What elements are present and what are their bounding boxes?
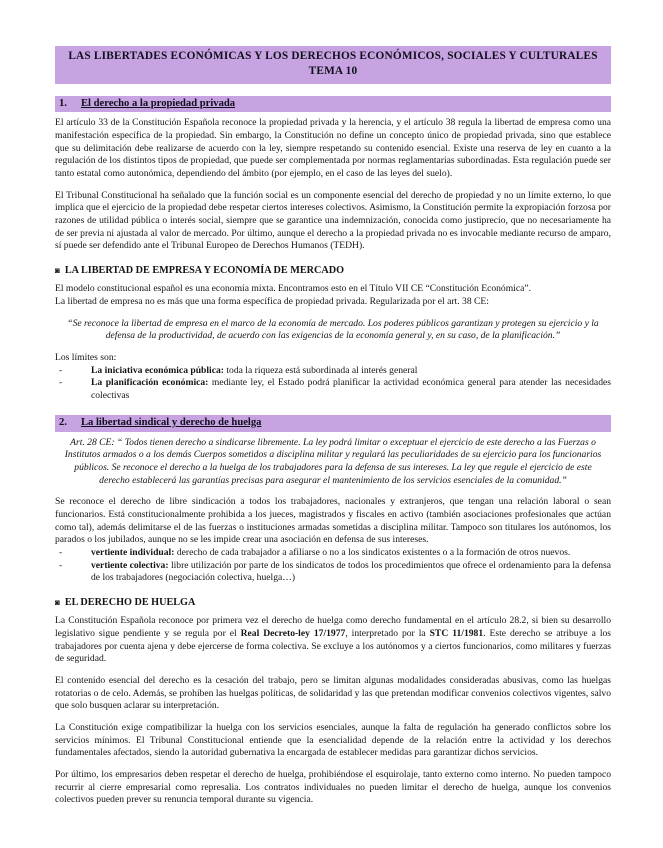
list-item-economic-planning [55,377,611,402]
list-item-body: mediante ley, el Estado podrá planificar la actividad económica general para atender las necesidades colectivas [91,377,611,402]
dash-bullet: - [59,546,63,558]
document-title-block [55,46,611,84]
strike-text-2: , interpretado por la [345,628,430,640]
list-item-label: vertiente colectiva: [91,559,169,571]
document-title-line-1: LAS LIBERTADES ECONÓMICAS Y LOS DERECHOS ECONÓMICOS, SOCIALES Y CULTURALES [68,50,598,62]
strike-bold-decreto: Real Decreto-ley 17/1977 [240,628,346,640]
paragraph-property-1: El artículo 33 de la Constitución Española reconoce la propiedad privada y la herencia, y el artículo 38 regula la libertad de empresa como una manifestación específica de la propiedad. Sin embargo, la Constitución no define un concepto único de propiedad privada, sino que establece que su delimitación debe realizarse de acuerdo con la ley, siempre respetando su contenido esencial. Existe una reserva de ley en cuanto a la regulación de los distintos tipos de propiedad, que puede ser complementada por normas reglamentarias subordinadas. Esta regulación puede ser tanto estatal como autonómica, dependiendo del ámbito (por ejemplo, en el caso de las leyes del suelo). [55,117,611,180]
strike-text-3: . Este derecho se atribuye a los trabajadores por cuenta ajena y debe ejercerse de forma colectiva. Se excluye a los autónomos y a ciertos funcionarios, como militares y fuerzas de seguridad. [55,628,612,665]
strike-bold-stc: STC 11/1981 [429,628,484,640]
square-bullet-icon: ◙ [55,265,60,275]
limits-intro: Los límites son: [55,352,117,364]
paragraph-strike-2: El contenido esencial del derecho es la cesación del trabajo, pero se limitan algunas modalidades consideradas abusivas, como las huelgas rotatorias o de celo. Además, se prohíben las huelgas políticas, de solidaridad y las que pretendan modificar convenios colectivos vigentes, salvo que solo busquen aclarar su interpretación. [55,675,611,712]
list-item-text [73,365,611,378]
list-item-text [73,377,611,402]
quote-art28: Art. 28 CE: “ Todos tienen derecho a sindicarse libremente. La ley podrá limitar o exceptuar el ejercicio de este derecho a las Fuerzas o Institutos armados o a los demás Cuerpos sometidos a disciplina militar y regulará las peculiaridades de su ejercicio para los funcionarios públicos. Se reconoce el derecho a la huelga de los trabajadores para la defensa de sus intereses. La ley que regule el ejercicio de este derecho establecerá las garantías precisas para asegurar el mantenimiento de los servicios esenciales de la comunidad.” [64,436,602,486]
section-2-number: 2. [59,416,67,428]
paragraph-union-freedom: Se reconoce el derecho de libre sindicación a todos los trabajadores, nacionales y extranjeros, que tengan una relación laboral o sean funcionarios. Está constitucionalmente prohibida a los jueces, magistrados y fiscales en activo (también asociaciones profesionales que actúan como tal), además delimitarse el de las fuerzas o instituciones armadas sometidas a disciplina militar. Tampoco son titulares los autónomos, los parados o los jubilados, aunque no se les impide crear una asociación en defensa de sus intereses. [55,496,611,546]
subsection-strike-right-title: EL DERECHO DE HUELGA [64,596,196,608]
section-2-heading [55,415,611,432]
paragraph-property-2: El Tribunal Constitucional ha señalado que la función social es un componente esencial del derecho de propiedad y no un límite externo, lo que implica que el ejercicio de la propiedad debe respetar ciertos intereses colectivos. Asimismo, la Constitución permite la expropiación forzosa por razones de utilidad pública o interés social, siempre que se garantice una indemnización, conocida como justiprecio, que no necesariamente ha de ser previa ni ajustada al valor de mercado. Por último, aunque el derecho a la propiedad privada no es invocable mediante recurso de amparo, sí puede ser defendido ante el Tribunal Europeo de Derechos Humanos (TEDH). [55,189,611,252]
section-1-number: 1. [59,97,67,109]
subsection-freedom-of-enterprise-title: LA LIBERTAD DE EMPRESA Y ECONOMÍA DE MERCADO [64,265,345,277]
list-item-public-initiative [55,365,611,378]
strike-text-1: La Constitución Española reconoce por primera vez el derecho de huelga como derecho fundamental en el artículo 28.2, si bien su desarrollo legislativo sigue pendiente y se regula por el [55,615,611,640]
quote-art38: “Se reconoce la libertad de empresa en el marco de la economía de mercado. Los poderes públicos garantizan y protegen su ejercicio y la defensa de la productividad, de acuerdo con las exigencias de la economía general y, en su caso, de la planificación.” [67,317,599,342]
section-1-heading [55,96,611,113]
list-item-label: La iniciativa económica pública: [91,364,224,376]
paragraph-mixed-economy: El modelo constitucional español es una economía mixta. Encontramos esto en el Título VII CE “Constitución Económica”. [55,283,532,295]
dash-bullet: - [59,364,63,376]
subsection-freedom-of-enterprise-heading [55,264,611,277]
section-2-title: La libertad sindical y derecho de huelga [80,416,262,428]
subsection-strike-right-heading [55,596,611,609]
square-bullet-icon: ◙ [55,597,60,607]
list-item-label: vertiente individual: [91,546,175,558]
list-item-text [73,560,611,585]
paragraph-art38: La libertad de empresa no es más que una forma específica de propiedad privada. Regularizada por el art. 38 CE: [55,296,489,308]
section-1-title: El derecho a la propiedad privada [80,97,236,109]
list-item-individual-dimension [55,547,611,560]
paragraph-strike-3: La Constitución exige compatibilizar la huelga con los servicios esenciales, aunque la falta de regulación ha generado conflictos sobre los servicios mínimos. El Tribunal Constitucional entiende que la esencialidad depende de la relación entre la actividad y los derechos fundamentales afectados, siendo la autoridad gubernativa la encargada de establecer medidas para garantizar dichos servicios. [55,721,611,759]
list-item-body: toda la riqueza está subordinada al interés general [223,364,418,376]
list-item-text [73,547,611,560]
paragraph-strike-1 [55,615,611,666]
dash-bullet: - [59,377,63,389]
document-title-line-2: TEMA 10 [308,65,358,78]
paragraph-strike-4: Por último, los empresarios deben respetar el derecho de huelga, prohibiéndose el esquirolaje, tanto externo como interno. No pueden tampoco recurrir al cierre empresarial como represalia. Los contratos individuales no pueden limitar el derecho de huelga, aunque los convenios colectivos pueden prever su renuncia temporal durante su vigencia. [55,768,611,806]
list-item-body: libre utilización por parte de los sindicatos de todos los procedimientos que ofrece el ordenamiento para la defensa de los trabajadores (negociación colectiva, huelga…) [91,559,611,584]
list-item-collective-dimension [55,560,611,585]
list-item-label: La planificación económica: [91,377,209,389]
list-item-body: derecho de cada trabajador a afiliarse o no a los sindicatos existentes o a la formación de otros nuevos. [174,546,571,558]
dash-bullet: - [59,559,63,571]
